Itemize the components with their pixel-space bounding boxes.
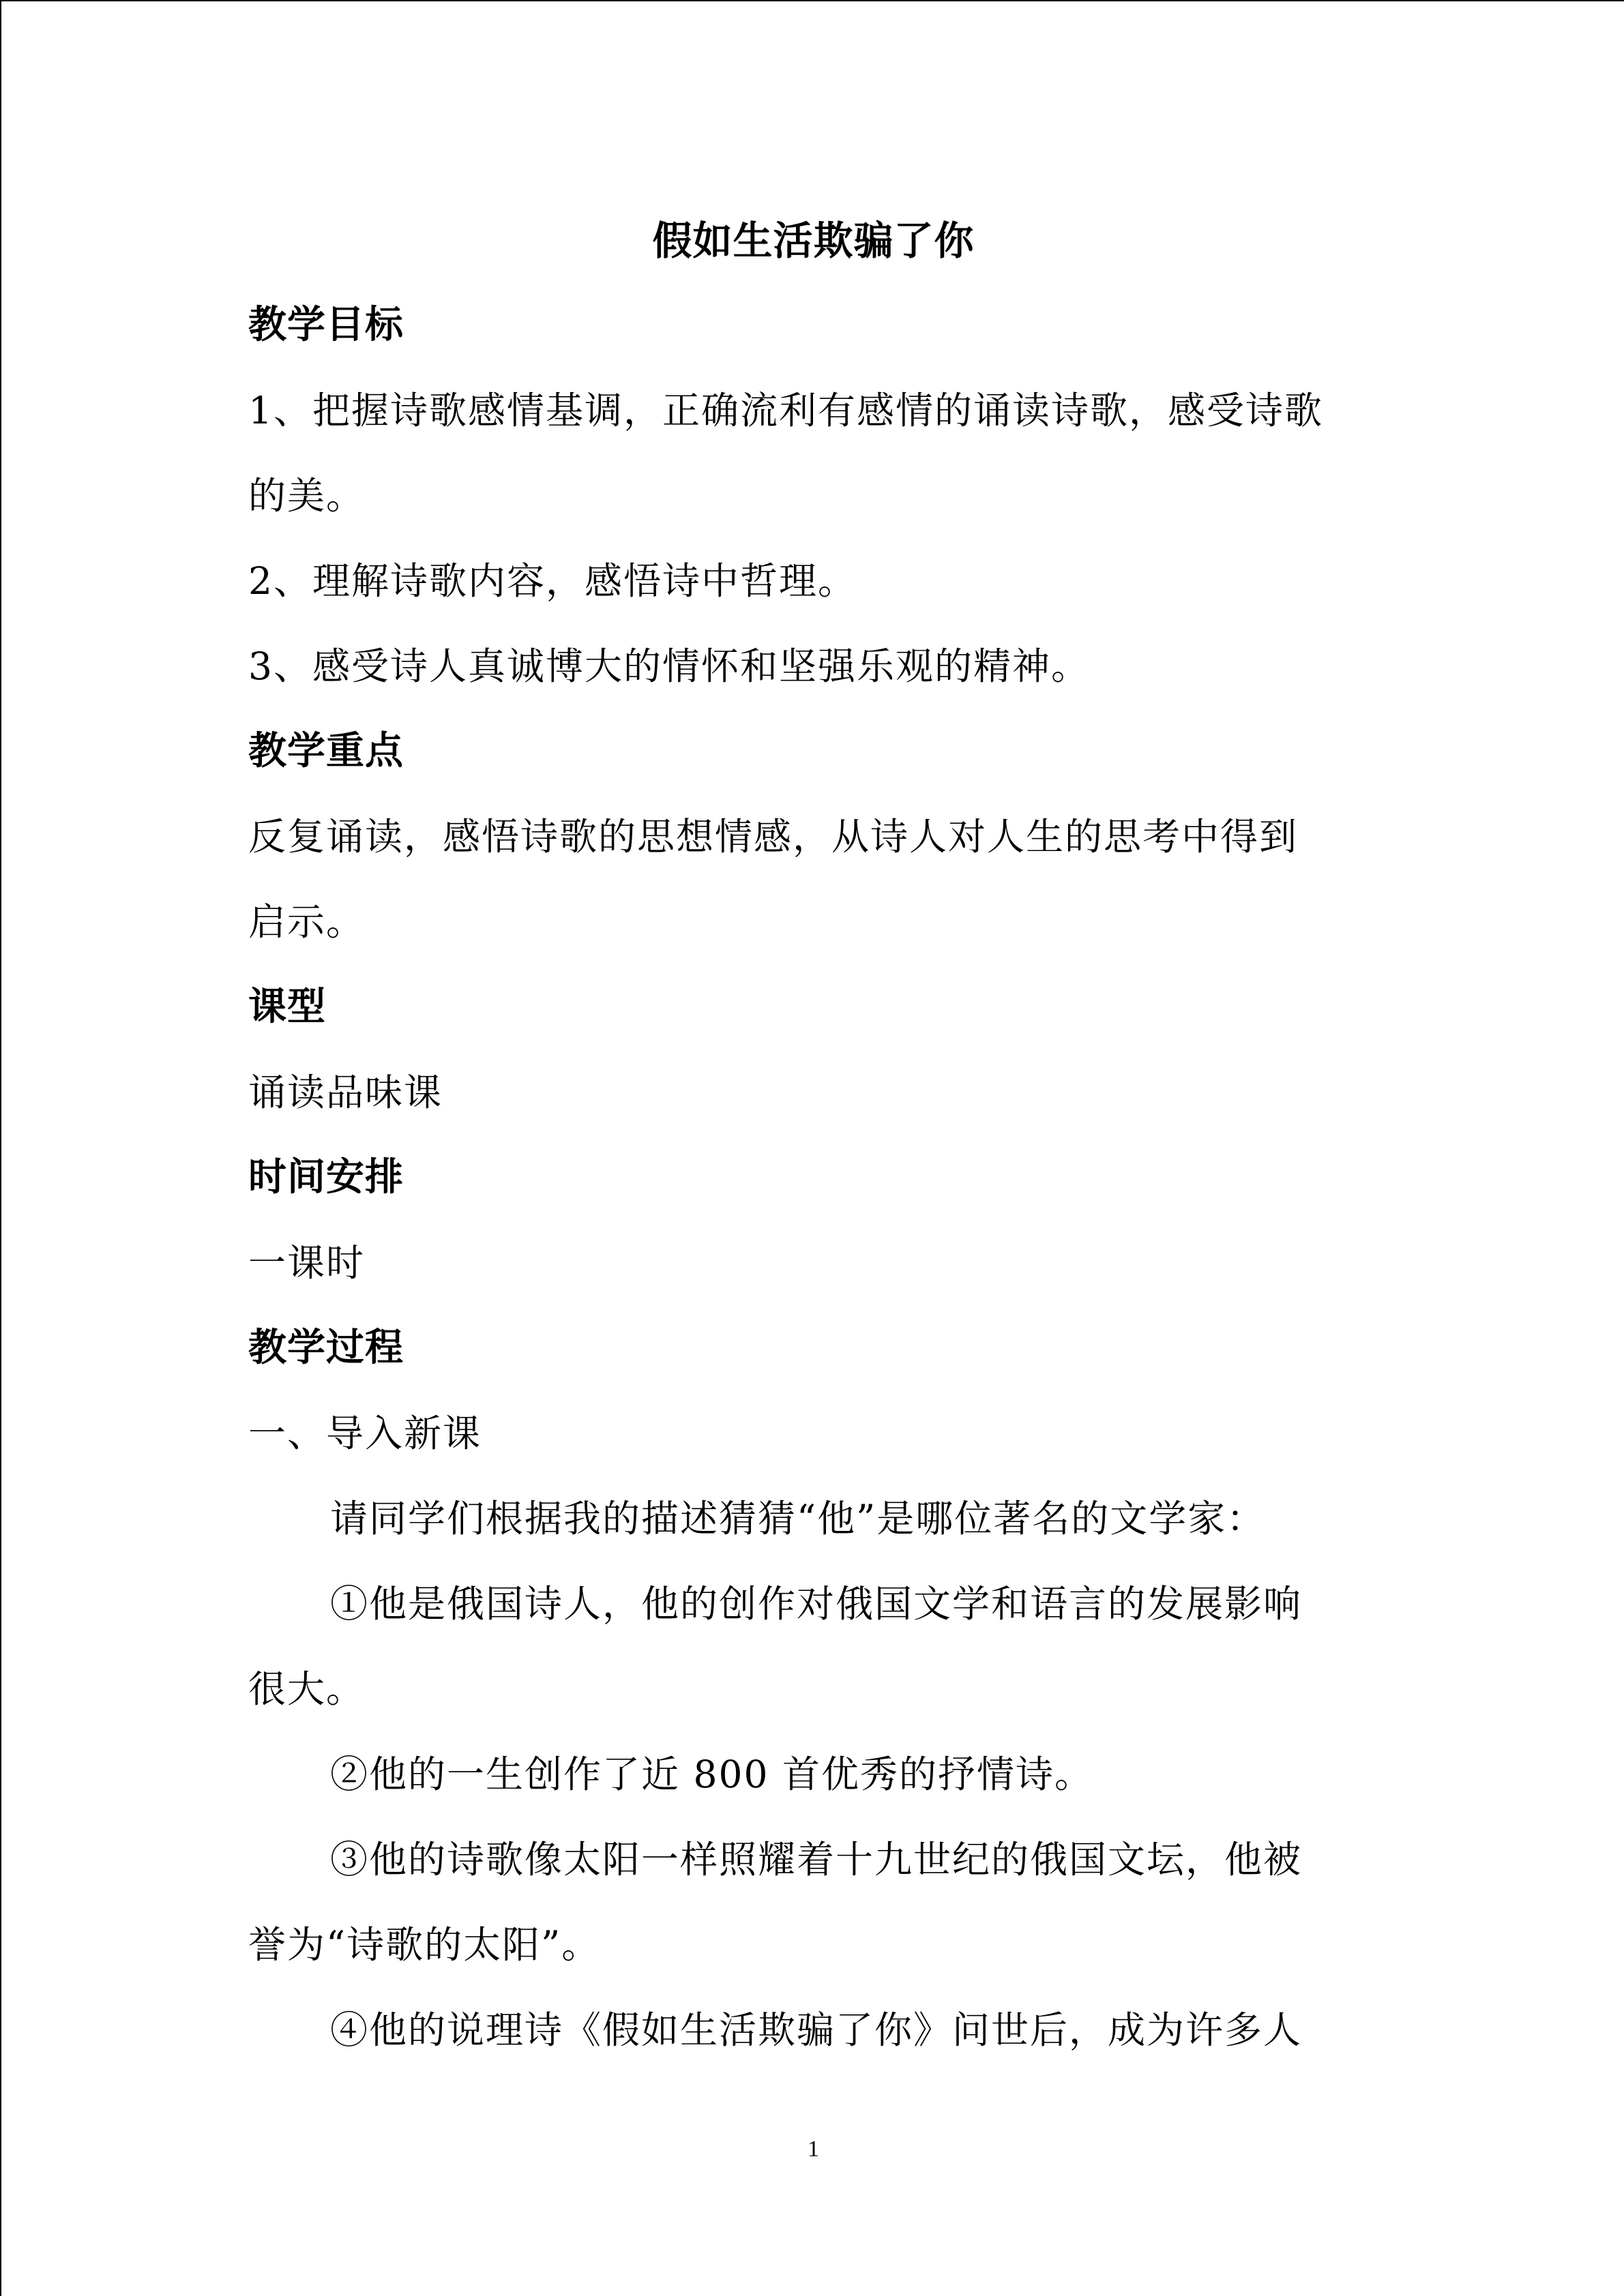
process-step-1-title: 一、导入新课 bbox=[248, 1412, 482, 1455]
page-number: 1 bbox=[808, 2136, 819, 2162]
objective-item-1-line-1: 1、把握诗歌感情基调，正确流利有感情的诵读诗歌，感受诗歌 bbox=[248, 389, 1323, 432]
clue-3-line-1: ③他的诗歌像太阳一样照耀着十九世纪的俄国文坛，他被 bbox=[330, 1838, 1303, 1881]
document-title: 假如生活欺骗了你 bbox=[652, 218, 975, 264]
clue-4-line-1: ④他的说理诗《假如生活欺骗了你》问世后，成为许多人 bbox=[330, 2008, 1303, 2052]
clue-1-line-2: 很大。 bbox=[248, 1667, 366, 1711]
objectives-heading: 教学目标 bbox=[248, 303, 404, 347]
lesson-type-heading: 课型 bbox=[248, 985, 326, 1029]
process-heading: 教学过程 bbox=[248, 1326, 404, 1370]
objective-item-1-line-2: 的美。 bbox=[248, 474, 366, 518]
key-points-line-1: 反复诵读，感悟诗歌的思想情感，从诗人对人生的思考中得到 bbox=[248, 815, 1299, 859]
clue-2: ②他的一生创作了近 800 首优秀的抒情诗。 bbox=[330, 1753, 1093, 1796]
clue-1-line-1: ①他是俄国诗人，他的创作对俄国文学和语言的发展影响 bbox=[330, 1582, 1303, 1626]
key-points-heading: 教学重点 bbox=[248, 729, 404, 773]
objective-item-3: 3、感受诗人真诚博大的情怀和坚强乐观的精神。 bbox=[248, 644, 1090, 688]
schedule-text: 一课时 bbox=[248, 1241, 366, 1285]
process-intro: 请同学们根据我的描述猜猜“他”是哪位著名的文学家： bbox=[330, 1497, 1266, 1540]
objective-item-2: 2、理解诗歌内容，感悟诗中哲理。 bbox=[248, 559, 857, 603]
key-points-line-2: 启示。 bbox=[248, 900, 366, 944]
schedule-heading: 时间安排 bbox=[248, 1155, 404, 1199]
lesson-type-text: 诵读品味课 bbox=[248, 1071, 443, 1114]
clue-3-line-2: 誉为“诗歌的太阳”。 bbox=[248, 1923, 601, 1967]
